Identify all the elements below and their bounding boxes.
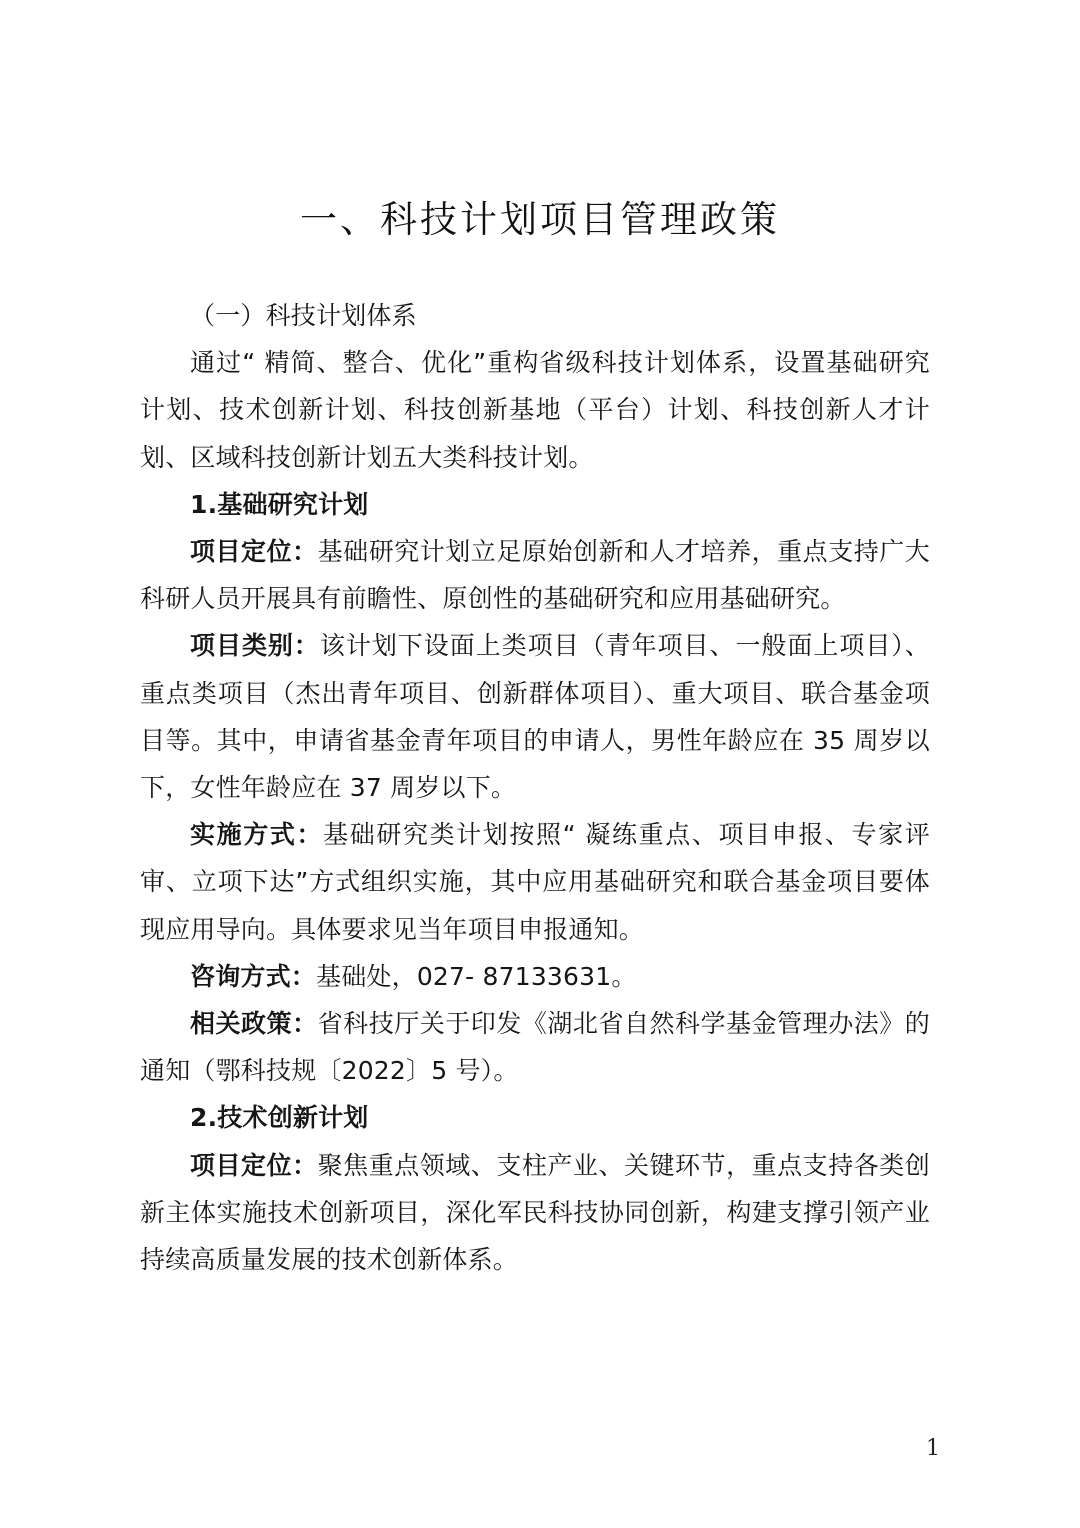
plan1-positioning-text: 基础研究计划立足原始创新和人才培养，重点支持广大科研人员开展具有前瞻性、原创性的基础研究和应用基础研究。 (140, 537, 930, 614)
plan1-category-label: 项目类别： (190, 631, 320, 661)
plan1-consult-text: 基础处，027- 87133631。 (316, 961, 637, 991)
intro-paragraph: 通过“ 精简、整合、优化”重构省级科技计划体系，设置基础研究计划、技术创新计划、科技创新基地（平台）计划、科技创新人才计划、区域科技创新计划五大类科技计划。 (140, 348, 930, 472)
plan1-category-paragraph (140, 622, 930, 811)
plan1-consult-paragraph (140, 953, 930, 1000)
plan1-policy-paragraph (140, 1000, 930, 1094)
page-number: 1 (926, 1436, 940, 1461)
plan1-positioning-label: 项目定位： (190, 537, 318, 567)
document-body (140, 292, 930, 1283)
plan1-implementation-paragraph (140, 811, 930, 953)
section-heading: （一）科技计划体系 (190, 301, 417, 330)
plan1-category-text: 该计划下设面上类项目（青年项目、一般面上项目）、重点类项目（杰出青年项目、创新群体项目）、重大项目、联合基金项目等。其中，申请省基金青年项目的申请人，男性年龄应在 35 周岁以下，女性年龄应在 37 周岁以下。 (140, 631, 930, 803)
plan2-positioning-label: 项目定位： (190, 1150, 318, 1180)
plan1-implementation-text: 基础研究类计划按照“ 凝练重点、项目申报、专家评审、立项下达”方式组织实施，其中应用基础研究和联合基金项目要体现应用导向。具体要求见当年项目申报通知。 (140, 820, 930, 944)
plan1-policy-text: 省科技厅关于印发《湖北省自然科学基金管理办法》的通知（鄂科技规〔2022〕5 号）。 (140, 1009, 930, 1086)
plan1-heading: 1.基础研究计划 (190, 489, 369, 519)
plan1-positioning-paragraph (140, 528, 930, 622)
plan1-policy-label: 相关政策： (190, 1009, 318, 1039)
document-title: 一、科技计划项目管理政策 (300, 198, 780, 241)
plan2-positioning-paragraph (140, 1142, 930, 1284)
plan1-implementation-label: 实施方式： (190, 820, 324, 850)
plan2-heading: 2.技术创新计划 (190, 1103, 369, 1133)
plan1-consult-label: 咨询方式： (190, 961, 317, 991)
plan2-positioning-text: 聚焦重点领域、支柱产业、关键环节，重点支持各类创新主体实施技术创新项目，深化军民科技协同创新，构建支撑引领产业持续高质量发展的技术创新体系。 (140, 1150, 930, 1275)
